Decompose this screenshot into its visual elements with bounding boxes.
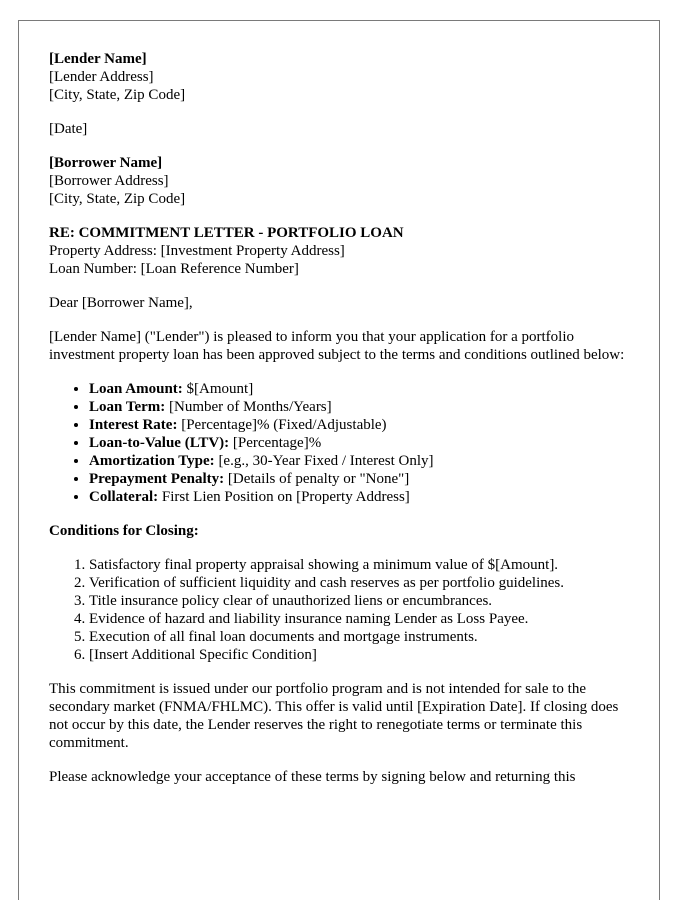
acknowledge-paragraph: Please acknowledge your acceptance of these terms by signing below and returning this <box>49 769 576 785</box>
terms-list-item <box>89 380 633 398</box>
date-block <box>49 120 633 138</box>
commitment-paragraph: This commitment is issued under our portfolio program and is not intended for sale to the secondary market (FNMA/FHLMC). This offer is valid until [Expiration Date]. If closing does not occur by this date, the Lender reserves the right to renegotiate terms or terminate this commitment. <box>49 681 619 751</box>
term-value: [Details of penalty or "None"] <box>224 471 410 487</box>
terms-list-item <box>89 398 633 416</box>
term-value: [e.g., 30-Year Fixed / Interest Only] <box>214 453 434 469</box>
term-value: $[Amount] <box>182 381 254 397</box>
term-value: First Lien Position on [Property Address] <box>158 489 410 505</box>
letter-date: [Date] <box>49 121 88 137</box>
term-label: Loan Term: <box>89 399 166 415</box>
intro-paragraph: [Lender Name] ("Lender") is pleased to inform you that your application for a portfolio investment property loan has been approved subject to the terms and conditions outlined below: <box>49 329 625 363</box>
lender-name: [Lender Name] <box>49 51 147 67</box>
acknowledge-block <box>49 768 633 786</box>
condition-item: 3. Title insurance policy clear of unauthorized liens or encumbrances. <box>89 592 633 610</box>
letter-content <box>49 50 633 802</box>
conditions-list <box>49 556 633 664</box>
re-block <box>49 224 633 278</box>
term-value: [Percentage]% (Fixed/Adjustable) <box>177 417 387 433</box>
letter-page <box>18 20 660 900</box>
term-label: Prepayment Penalty: <box>89 471 225 487</box>
conditions-heading-block <box>49 522 633 540</box>
lender-block <box>49 50 633 104</box>
condition-item: 2. Verification of sufficient liquidity and cash reserves as per portfolio guidelines. <box>89 574 633 592</box>
property-address: Property Address: [Investment Property Address] <box>49 243 345 259</box>
term-label: Loan-to-Value (LTV): <box>89 435 230 451</box>
borrower-address: [Borrower Address] <box>49 173 169 189</box>
condition-item: 6. [Insert Additional Specific Condition] <box>89 646 633 664</box>
terms-list-item <box>89 416 633 434</box>
lender-address: [Lender Address] <box>49 69 154 85</box>
condition-item: 1. Satisfactory final property appraisal showing a minimum value of $[Amount]. <box>89 556 633 574</box>
salutation-block <box>49 294 633 312</box>
term-label: Loan Amount: <box>89 381 183 397</box>
re-subject: RE: COMMITMENT LETTER - PORTFOLIO LOAN <box>49 225 404 241</box>
term-value: [Percentage]% <box>229 435 322 451</box>
borrower-name: [Borrower Name] <box>49 155 163 171</box>
terms-list-item <box>89 470 633 488</box>
term-label: Interest Rate: <box>89 417 178 433</box>
condition-item: 5. Execution of all final loan documents and mortgage instruments. <box>89 628 633 646</box>
terms-list <box>49 380 633 506</box>
term-value: [Number of Months/Years] <box>165 399 332 415</box>
salutation: Dear [Borrower Name], <box>49 295 193 311</box>
condition-item: 4. Evidence of hazard and liability insurance naming Lender as Loss Payee. <box>89 610 633 628</box>
intro-block <box>49 328 633 364</box>
conditions-heading: Conditions for Closing: <box>49 523 199 539</box>
term-label: Collateral: <box>89 489 159 505</box>
terms-list-item <box>89 452 633 470</box>
terms-list-item <box>89 488 633 506</box>
loan-number: Loan Number: [Loan Reference Number] <box>49 261 299 277</box>
borrower-city-state-zip: [City, State, Zip Code] <box>49 191 186 207</box>
borrower-block <box>49 154 633 208</box>
term-label: Amortization Type: <box>89 453 215 469</box>
commitment-block <box>49 680 633 752</box>
lender-city-state-zip: [City, State, Zip Code] <box>49 87 186 103</box>
terms-list-item <box>89 434 633 452</box>
